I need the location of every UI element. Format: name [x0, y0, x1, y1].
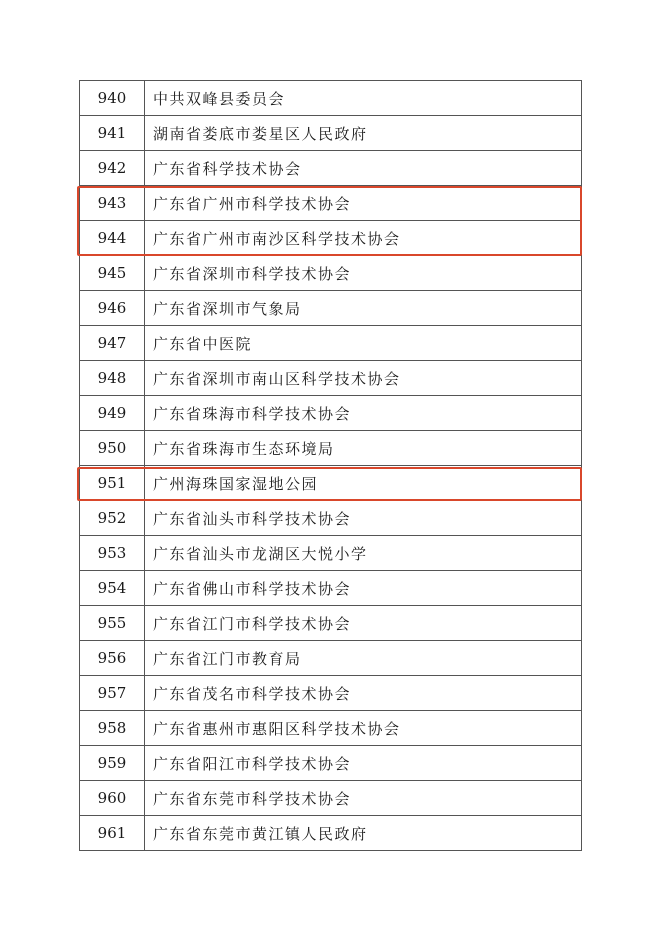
row-number: 959 [80, 746, 145, 780]
table-row [80, 571, 582, 606]
table-row [80, 676, 582, 711]
table-row [80, 361, 582, 396]
organization-name: 广东省佛山市科学技术协会 [145, 571, 582, 605]
row-number: 947 [80, 326, 145, 360]
table-row [80, 501, 582, 536]
organization-name: 广东省东莞市黄江镇人民政府 [145, 816, 582, 850]
organization-name: 广东省江门市教育局 [145, 641, 582, 675]
highlight-box-943-944 [77, 186, 582, 256]
organization-name: 广东省深圳市科学技术协会 [145, 256, 582, 290]
table-row [80, 781, 582, 816]
table-row [80, 431, 582, 466]
organization-name: 广东省茂名市科学技术协会 [145, 676, 582, 710]
row-number: 953 [80, 536, 145, 570]
row-number: 941 [80, 116, 145, 150]
row-number: 954 [80, 571, 145, 605]
organization-name: 广东省科学技术协会 [145, 151, 582, 185]
table-row [80, 606, 582, 641]
organization-name: 广东省中医院 [145, 326, 582, 360]
row-number: 946 [80, 291, 145, 325]
row-number: 952 [80, 501, 145, 535]
row-number: 960 [80, 781, 145, 815]
row-number: 951 [80, 466, 145, 500]
table-row [80, 746, 582, 781]
table-row [80, 256, 582, 291]
organization-name: 广东省江门市科学技术协会 [145, 606, 582, 640]
table-row [80, 326, 582, 361]
organization-name: 广东省深圳市气象局 [145, 291, 582, 325]
organization-name: 广州海珠国家湿地公园 [145, 466, 582, 500]
row-number: 955 [80, 606, 145, 640]
table-row [80, 291, 582, 326]
table-row [80, 396, 582, 431]
organization-name: 广东省惠州市惠阳区科学技术协会 [145, 711, 582, 745]
organization-name: 广东省汕头市科学技术协会 [145, 501, 582, 535]
organization-name: 广东省阳江市科学技术协会 [145, 746, 582, 780]
table-row [80, 116, 582, 151]
row-number: 956 [80, 641, 145, 675]
row-number: 948 [80, 361, 145, 395]
row-number: 943 [80, 186, 145, 220]
row-number: 942 [80, 151, 145, 185]
row-number: 961 [80, 816, 145, 850]
table-row [80, 641, 582, 676]
organization-name: 广东省东莞市科学技术协会 [145, 781, 582, 815]
organization-name: 广东省广州市南沙区科学技术协会 [145, 221, 582, 255]
table-row [80, 81, 582, 116]
organization-name: 广东省广州市科学技术协会 [145, 186, 582, 220]
row-number: 949 [80, 396, 145, 430]
organization-name: 广东省深圳市南山区科学技术协会 [145, 361, 582, 395]
row-number: 957 [80, 676, 145, 710]
organization-name: 广东省珠海市科学技术协会 [145, 396, 582, 430]
table-row [80, 816, 582, 851]
row-number: 945 [80, 256, 145, 290]
table-row [80, 711, 582, 746]
organization-name: 中共双峰县委员会 [145, 81, 582, 115]
organization-name: 广东省珠海市生态环境局 [145, 431, 582, 465]
row-number: 940 [80, 81, 145, 115]
table-row [80, 151, 582, 186]
organization-name: 湖南省娄底市娄星区人民政府 [145, 116, 582, 150]
table-row [80, 536, 582, 571]
row-number: 944 [80, 221, 145, 255]
row-number: 958 [80, 711, 145, 745]
organization-name: 广东省汕头市龙湖区大悦小学 [145, 536, 582, 570]
row-number: 950 [80, 431, 145, 465]
highlight-box-951 [77, 467, 582, 501]
